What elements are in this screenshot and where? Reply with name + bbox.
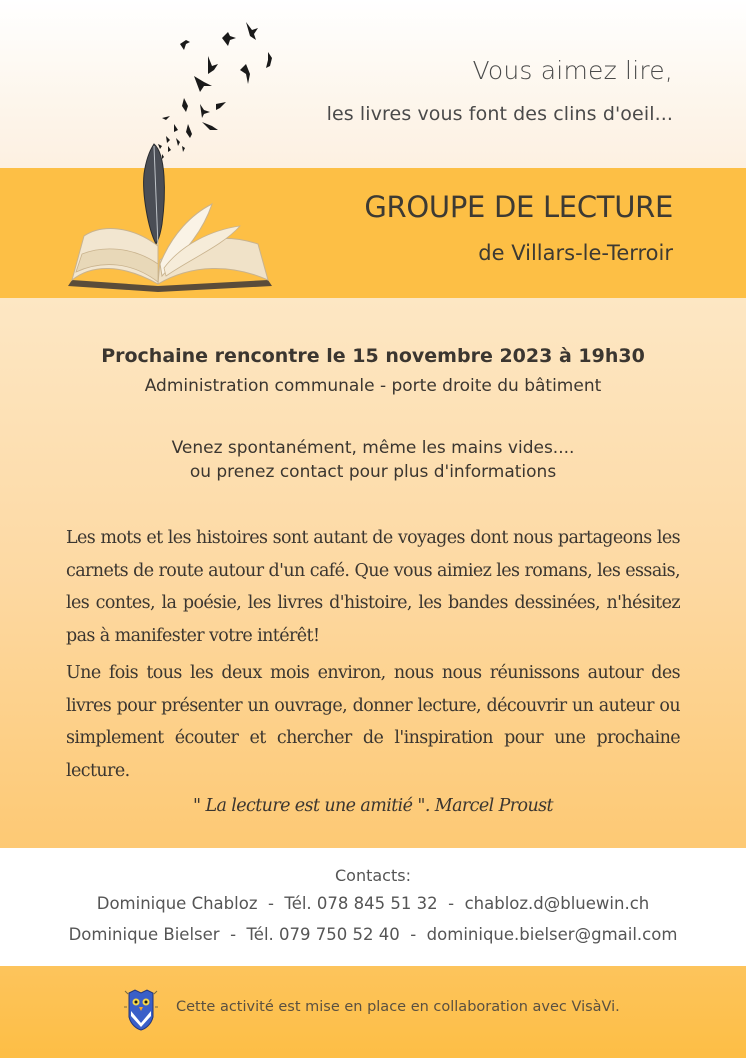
meeting-location: Administration communale - porte droite du bâtiment — [144, 376, 602, 396]
visavi-owl-logo-icon — [123, 985, 159, 1031]
description-paragraph-2: Une fois tous les deux mois environ, nous nous réunissons autour des livres pour présenter un ouvrage, donner lecture, découvrir un auteur ou simplement écouter et chercher de l'inspiration pour une prochaine lecture. — [66, 663, 680, 781]
tagline-line2: les livres vous font des clins d'oeil... — [326, 103, 673, 125]
separator: - — [257, 894, 285, 913]
contact-email[interactable]: chabloz.d@bluewin.ch — [464, 894, 650, 913]
page-subtitle: de Villars-le-Terroir — [478, 241, 673, 265]
contact-name: Dominique Chabloz — [96, 894, 258, 913]
separator: - — [437, 894, 465, 913]
contact-row — [0, 894, 746, 913]
separator: - — [399, 925, 427, 944]
book-feather-birds-icon — [62, 14, 282, 296]
invite-line2: ou prenez contact pour plus d'informations — [189, 462, 557, 482]
separator: - — [219, 925, 247, 944]
contact-name: Dominique Bielser — [68, 925, 220, 944]
tagline-line1: Vous aimez lire, — [472, 56, 673, 85]
proust-quote: " La lecture est une amitié ". Marcel Proust — [193, 796, 553, 816]
contact-row — [0, 925, 746, 944]
footer-collaboration-text: Cette activité est mise en place en collaboration avec VisàVi. — [176, 999, 620, 1015]
contact-phone[interactable]: Tél. 079 750 52 40 — [246, 925, 400, 944]
contacts-label: Contacts: — [335, 866, 411, 885]
page-title: GROUPE DE LECTURE — [364, 190, 673, 224]
contact-phone[interactable]: Tél. 078 845 51 32 — [284, 894, 438, 913]
contact-email[interactable]: dominique.bielser@gmail.com — [426, 925, 678, 944]
meeting-headline: Prochaine rencontre le 15 novembre 2023 à 19h30 — [101, 345, 645, 367]
invite-line1: Venez spontanément, même les mains vides.... — [171, 438, 575, 458]
description-paragraph-1: Les mots et les histoires sont autant de voyages dont nous partageons les carnets de route autour d'un café. Que vous aimiez les romans, les essais, les contes, la poésie, les livres d'histoire, les bandes dessinées, n'hésitez pas à manifester votre intérêt! — [66, 528, 680, 646]
